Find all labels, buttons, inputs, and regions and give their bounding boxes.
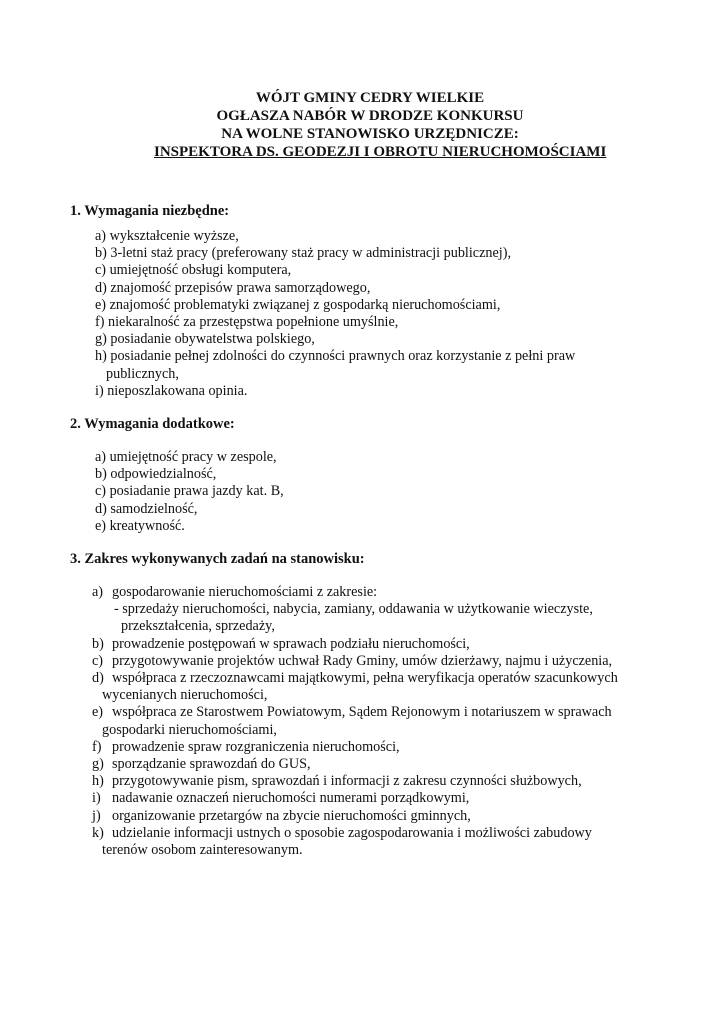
header-line-1: WÓJT GMINY CEDRY WIELKIE: [255, 90, 485, 106]
list-item: d) współpraca z rzeczoznawcami majątkowymi, pełna weryfikacja operatów szacunkowych: [92, 670, 618, 687]
list-item: d) samodzielność,: [95, 500, 198, 517]
list-item: f) prowadzenie spraw rozgraniczenia nieruchomości,: [92, 738, 400, 755]
list-item: d) znajomość przepisów prawa samorządowego,: [95, 279, 371, 296]
list-item: b) 3-letni staż pracy (preferowany staż pracy w administracji publicznej),: [95, 245, 511, 262]
list-item: j) organizowanie przetargów na zbycie nieruchomości gminnych,: [92, 807, 471, 824]
position-title: INSPEKTORA DS. GEODEZJI I OBROTU NIERUCHOMOŚCIAMI: [154, 144, 607, 160]
list-item: h) posiadanie pełnej zdolności do czynności prawnych oraz korzystanie z pełni praw: [95, 348, 576, 365]
list-item: g) posiadanie obywatelstwa polskiego,: [95, 331, 315, 348]
list-item-continuation: wycenianych nieruchomości,: [102, 687, 268, 704]
list-item-continuation: terenów osobom zainteresowanym.: [102, 842, 303, 859]
list-item: e) kreatywność.: [95, 517, 185, 534]
list-item: g) sporządzanie sprawozdań do GUS,: [92, 756, 311, 773]
section-1-heading: 1. Wymagania niezbędne:: [70, 203, 230, 219]
section-2-list: [95, 449, 284, 535]
list-item: a) umiejętność pracy w zespole,: [95, 449, 277, 465]
section-3-list: [92, 584, 618, 859]
section-1-list: [95, 228, 575, 400]
list-item: f) niekaralność za przestępstwa popełnione umyślnie,: [95, 314, 399, 331]
list-item: e) znajomość problematyki związanej z gospodarką nieruchomościami,: [95, 296, 501, 313]
section-2-heading: 2. Wymagania dodatkowe:: [70, 416, 235, 432]
header-line-2: OGŁASZA NABÓR W DRODZE KONKURSU: [216, 108, 524, 124]
list-item-continuation: gospodarki nieruchomościami,: [102, 721, 277, 738]
list-item: e) współpraca ze Starostwem Powiatowym, Sądem Rejonowym i notariuszem w sprawach: [92, 704, 612, 721]
section-3-heading: 3. Zakres wykonywanych zadań na stanowisku:: [70, 551, 365, 567]
list-item-sub: przekształcenia, sprzedaży,: [121, 618, 275, 635]
list-item: i) nadawanie oznaczeń nieruchomości numerami porządkowymi,: [92, 790, 470, 807]
list-item: c) umiejętność obsługi komputera,: [95, 262, 292, 279]
list-item: a) wykształcenie wyższe,: [95, 228, 239, 244]
header-line-3: NA WOLNE STANOWISKO URZĘDNICZE:: [221, 126, 519, 142]
list-item: b) odpowiedzialność,: [95, 466, 217, 483]
list-item: a) gospodarowanie nieruchomościami z zakresie:: [92, 584, 378, 600]
list-item: h) przygotowywanie pism, sprawozdań i informacji z zakresu czynności służbowych,: [92, 773, 582, 790]
list-item: c) przygotowywanie projektów uchwał Rady Gminy, umów dzierżawy, najmu i użyczenia,: [92, 652, 613, 669]
list-item: b) prowadzenie postępowań w sprawach podziału nieruchomości,: [92, 635, 470, 652]
list-item: i) nieposzlakowana opinia.: [95, 382, 248, 399]
list-item: k) udzielanie informacji ustnych o sposobie zagospodarowania i możliwości zabudowy: [92, 824, 592, 841]
list-item-sub: - sprzedaży nieruchomości, nabycia, zamiany, oddawania w użytkowanie wieczyste,: [114, 601, 593, 618]
list-item: c) posiadanie prawa jazdy kat. B,: [95, 483, 284, 500]
list-item-continuation: publicznych,: [106, 365, 179, 382]
